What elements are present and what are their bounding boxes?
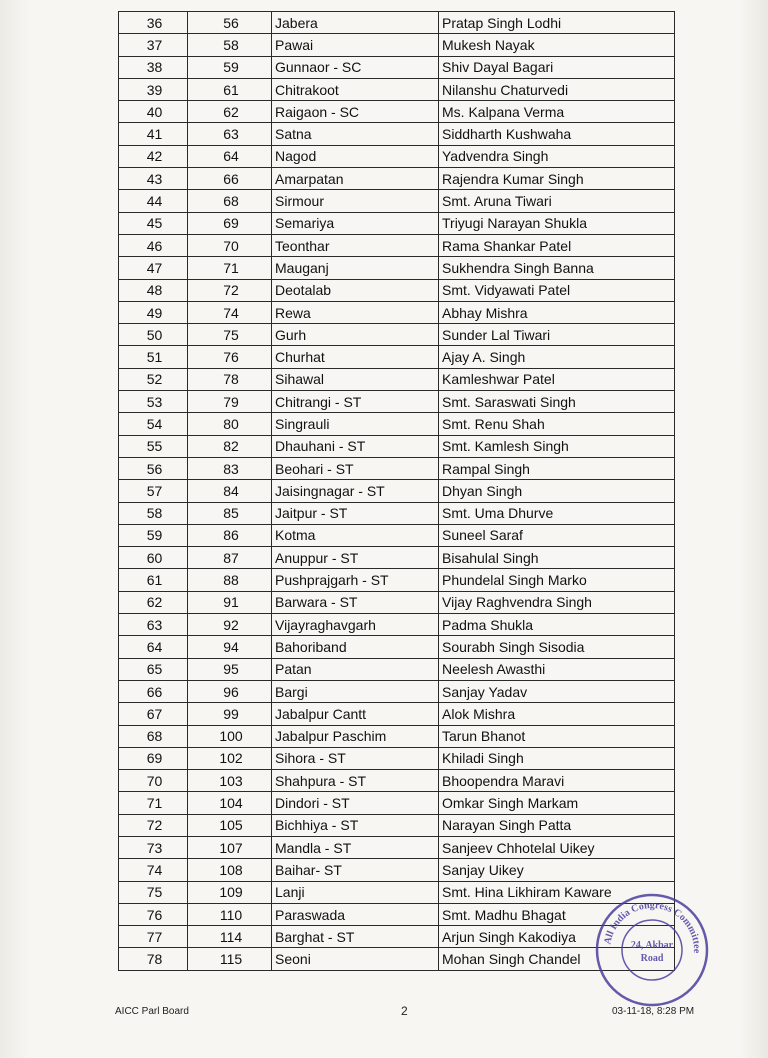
serial-number-cell: 76 — [119, 903, 188, 925]
candidate-cell: Smt. Kamlesh Singh — [439, 435, 675, 457]
serial-number-cell: 49 — [119, 301, 188, 323]
serial-number-cell: 51 — [119, 346, 188, 368]
serial-number-cell: 73 — [119, 836, 188, 858]
serial-number-cell: 36 — [119, 12, 188, 34]
constituency-cell: Dhauhani - ST — [272, 435, 439, 457]
candidate-cell: Smt. Hina Likhiram Kaware — [439, 881, 675, 903]
constituency-cell: Beohari - ST — [272, 457, 439, 479]
constituency-cell: Bargi — [272, 680, 439, 702]
constituency-cell: Kotma — [272, 524, 439, 546]
serial-number-cell: 60 — [119, 547, 188, 569]
candidate-cell: Alok Mishra — [439, 703, 675, 725]
table-row — [119, 279, 675, 301]
ac-number-cell: 110 — [188, 903, 272, 925]
serial-number-cell: 43 — [119, 168, 188, 190]
table-row — [119, 368, 675, 390]
candidate-cell: Neelesh Awasthi — [439, 658, 675, 680]
candidate-cell: Arjun Singh Kakodiya — [439, 926, 675, 948]
ac-number-cell: 99 — [188, 703, 272, 725]
ac-number-cell: 91 — [188, 591, 272, 613]
serial-number-cell: 77 — [119, 926, 188, 948]
ac-number-cell: 68 — [188, 190, 272, 212]
constituency-cell: Vijayraghavgarh — [272, 614, 439, 636]
ac-number-cell: 82 — [188, 435, 272, 457]
ac-number-cell: 69 — [188, 212, 272, 234]
candidate-cell: Yadvendra Singh — [439, 145, 675, 167]
candidate-cell: Sanjay Uikey — [439, 859, 675, 881]
ac-number-cell: 102 — [188, 747, 272, 769]
candidate-cell: Smt. Uma Dhurve — [439, 502, 675, 524]
ac-number-cell: 59 — [188, 56, 272, 78]
constituency-cell: Chitrakoot — [272, 78, 439, 100]
ac-number-cell: 63 — [188, 123, 272, 145]
candidate-cell: Smt. Renu Shah — [439, 413, 675, 435]
candidate-cell: Ajay A. Singh — [439, 346, 675, 368]
page-number: 2 — [401, 1004, 408, 1018]
serial-number-cell: 52 — [119, 368, 188, 390]
serial-number-cell: 55 — [119, 435, 188, 457]
table-row — [119, 56, 675, 78]
table-row — [119, 168, 675, 190]
candidate-cell: Omkar Singh Markam — [439, 792, 675, 814]
ac-number-cell: 108 — [188, 859, 272, 881]
ac-number-cell: 80 — [188, 413, 272, 435]
table-row — [119, 12, 675, 34]
constituency-cell: Amarpatan — [272, 168, 439, 190]
candidate-cell: Abhay Mishra — [439, 301, 675, 323]
table-row — [119, 435, 675, 457]
table-row — [119, 234, 675, 256]
table-row — [119, 123, 675, 145]
constituency-cell: Pawai — [272, 34, 439, 56]
constituency-cell: Mauganj — [272, 257, 439, 279]
table-row — [119, 457, 675, 479]
candidate-cell: Mohan Singh Chandel — [439, 948, 675, 970]
serial-number-cell: 47 — [119, 257, 188, 279]
serial-number-cell: 78 — [119, 948, 188, 970]
constituency-cell: Bichhiya - ST — [272, 814, 439, 836]
footer-org: AICC Parl Board — [115, 1006, 189, 1017]
constituency-cell: Teonthar — [272, 234, 439, 256]
table-row — [119, 145, 675, 167]
candidate-cell: Smt. Madhu Bhagat — [439, 903, 675, 925]
candidate-cell: Vijay Raghvendra Singh — [439, 591, 675, 613]
serial-number-cell: 54 — [119, 413, 188, 435]
candidate-cell: Rampal Singh — [439, 457, 675, 479]
serial-number-cell: 70 — [119, 770, 188, 792]
ac-number-cell: 94 — [188, 636, 272, 658]
constituency-cell: Paraswada — [272, 903, 439, 925]
serial-number-cell: 45 — [119, 212, 188, 234]
ac-number-cell: 103 — [188, 770, 272, 792]
constituency-cell: Rewa — [272, 301, 439, 323]
candidate-cell: Suneel Saraf — [439, 524, 675, 546]
constituency-cell: Barwara - ST — [272, 591, 439, 613]
constituency-cell: Anuppur - ST — [272, 547, 439, 569]
ac-number-cell: 104 — [188, 792, 272, 814]
table-row — [119, 680, 675, 702]
serial-number-cell: 37 — [119, 34, 188, 56]
table-row — [119, 257, 675, 279]
candidate-cell: Pratap Singh Lodhi — [439, 12, 675, 34]
table-row — [119, 346, 675, 368]
table-row — [119, 34, 675, 56]
candidate-cell: Nilanshu Chaturvedi — [439, 78, 675, 100]
constituency-cell: Deotalab — [272, 279, 439, 301]
table-row — [119, 78, 675, 100]
table-row — [119, 658, 675, 680]
serial-number-cell: 59 — [119, 524, 188, 546]
table-row — [119, 836, 675, 858]
candidate-cell: Triyugi Narayan Shukla — [439, 212, 675, 234]
ac-number-cell: 114 — [188, 926, 272, 948]
constituency-cell: Mandla - ST — [272, 836, 439, 858]
ac-number-cell: 96 — [188, 680, 272, 702]
constituency-cell: Pushprajgarh - ST — [272, 569, 439, 591]
table-row — [119, 747, 675, 769]
ac-number-cell: 58 — [188, 34, 272, 56]
constituency-cell: Chitrangi - ST — [272, 391, 439, 413]
candidate-cell: Smt. Saraswati Singh — [439, 391, 675, 413]
candidate-cell: Mukesh Nayak — [439, 34, 675, 56]
stamp-arc-text: All India Congress Committee — [602, 899, 703, 954]
candidate-table — [118, 11, 675, 971]
table-row — [119, 725, 675, 747]
ac-number-cell: 74 — [188, 301, 272, 323]
ac-number-cell: 88 — [188, 569, 272, 591]
candidate-cell: Padma Shukla — [439, 614, 675, 636]
constituency-cell: Lanji — [272, 881, 439, 903]
candidate-cell: Siddharth Kushwaha — [439, 123, 675, 145]
ac-number-cell: 86 — [188, 524, 272, 546]
constituency-cell: Jabera — [272, 12, 439, 34]
serial-number-cell: 44 — [119, 190, 188, 212]
candidate-cell: Narayan Singh Patta — [439, 814, 675, 836]
table-row — [119, 212, 675, 234]
serial-number-cell: 53 — [119, 391, 188, 413]
candidate-cell: Kamleshwar Patel — [439, 368, 675, 390]
table-row — [119, 391, 675, 413]
serial-number-cell: 74 — [119, 859, 188, 881]
stamp-center-line1: 24, Akbar — [630, 940, 674, 951]
constituency-cell: Gurh — [272, 324, 439, 346]
table-row — [119, 792, 675, 814]
serial-number-cell: 63 — [119, 614, 188, 636]
ac-number-cell: 78 — [188, 368, 272, 390]
serial-number-cell: 42 — [119, 145, 188, 167]
table-row — [119, 770, 675, 792]
table-row — [119, 480, 675, 502]
constituency-cell: Jabalpur Paschim — [272, 725, 439, 747]
candidate-table-body — [119, 12, 675, 971]
ac-number-cell: 70 — [188, 234, 272, 256]
serial-number-cell: 72 — [119, 814, 188, 836]
candidate-cell: Sanjeev Chhotelal Uikey — [439, 836, 675, 858]
table-row — [119, 859, 675, 881]
serial-number-cell: 68 — [119, 725, 188, 747]
candidate-cell: Bisahulal Singh — [439, 547, 675, 569]
serial-number-cell: 66 — [119, 680, 188, 702]
table-row — [119, 524, 675, 546]
constituency-cell: Barghat - ST — [272, 926, 439, 948]
ac-number-cell: 107 — [188, 836, 272, 858]
serial-number-cell: 64 — [119, 636, 188, 658]
serial-number-cell: 62 — [119, 591, 188, 613]
serial-number-cell: 67 — [119, 703, 188, 725]
candidate-cell: Smt. Aruna Tiwari — [439, 190, 675, 212]
footer-timestamp: 03-11-18, 8:28 PM — [612, 1006, 695, 1017]
candidate-cell: Smt. Vidyawati Patel — [439, 279, 675, 301]
constituency-cell: Sihora - ST — [272, 747, 439, 769]
ac-number-cell: 87 — [188, 547, 272, 569]
ac-number-cell: 62 — [188, 101, 272, 123]
ac-number-cell: 71 — [188, 257, 272, 279]
candidate-cell: Phundelal Singh Marko — [439, 569, 675, 591]
candidate-cell: Ms. Kalpana Verma — [439, 101, 675, 123]
constituency-cell: Seoni — [272, 948, 439, 970]
ac-number-cell: 85 — [188, 502, 272, 524]
ac-number-cell: 66 — [188, 168, 272, 190]
ac-number-cell: 75 — [188, 324, 272, 346]
serial-number-cell: 75 — [119, 881, 188, 903]
candidate-cell: Rama Shankar Patel — [439, 234, 675, 256]
candidate-cell: Rajendra Kumar Singh — [439, 168, 675, 190]
constituency-cell: Singrauli — [272, 413, 439, 435]
constituency-cell: Raigaon - SC — [272, 101, 439, 123]
table-row — [119, 324, 675, 346]
table-row — [119, 703, 675, 725]
serial-number-cell: 58 — [119, 502, 188, 524]
table-row — [119, 569, 675, 591]
serial-number-cell: 71 — [119, 792, 188, 814]
table-row — [119, 502, 675, 524]
candidate-cell: Sukhendra Singh Banna — [439, 257, 675, 279]
candidate-cell: Sanjay Yadav — [439, 680, 675, 702]
ac-number-cell: 76 — [188, 346, 272, 368]
candidate-cell: Sourabh Singh Sisodia — [439, 636, 675, 658]
table-row — [119, 636, 675, 658]
constituency-cell: Nagod — [272, 145, 439, 167]
constituency-cell: Sihawal — [272, 368, 439, 390]
serial-number-cell: 48 — [119, 279, 188, 301]
serial-number-cell: 46 — [119, 234, 188, 256]
serial-number-cell: 39 — [119, 78, 188, 100]
constituency-cell: Churhat — [272, 346, 439, 368]
ac-number-cell: 83 — [188, 457, 272, 479]
candidate-cell: Dhyan Singh — [439, 480, 675, 502]
constituency-cell: Jaisingnagar - ST — [272, 480, 439, 502]
candidate-cell: Sunder Lal Tiwari — [439, 324, 675, 346]
ac-number-cell: 64 — [188, 145, 272, 167]
office-stamp — [592, 890, 712, 1010]
table-row — [119, 614, 675, 636]
constituency-cell: Satna — [272, 123, 439, 145]
ac-number-cell: 109 — [188, 881, 272, 903]
table-row — [119, 101, 675, 123]
constituency-cell: Jabalpur Cantt — [272, 703, 439, 725]
constituency-cell: Semariya — [272, 212, 439, 234]
constituency-cell: Gunnaor - SC — [272, 56, 439, 78]
ac-number-cell: 79 — [188, 391, 272, 413]
ac-number-cell: 100 — [188, 725, 272, 747]
candidate-cell: Khiladi Singh — [439, 747, 675, 769]
candidate-cell: Tarun Bhanot — [439, 725, 675, 747]
serial-number-cell: 57 — [119, 480, 188, 502]
table-row — [119, 591, 675, 613]
ac-number-cell: 105 — [188, 814, 272, 836]
ac-number-cell: 115 — [188, 948, 272, 970]
candidate-cell: Bhoopendra Maravi — [439, 770, 675, 792]
candidate-cell: Shiv Dayal Bagari — [439, 56, 675, 78]
ac-number-cell: 95 — [188, 658, 272, 680]
table-row — [119, 413, 675, 435]
constituency-cell: Dindori - ST — [272, 792, 439, 814]
stamp-center-line2: Road — [640, 953, 664, 964]
serial-number-cell: 61 — [119, 569, 188, 591]
ac-number-cell: 92 — [188, 614, 272, 636]
constituency-cell: Bahoriband — [272, 636, 439, 658]
ac-number-cell: 72 — [188, 279, 272, 301]
table-row — [119, 814, 675, 836]
ac-number-cell: 61 — [188, 78, 272, 100]
constituency-cell: Baihar- ST — [272, 859, 439, 881]
serial-number-cell: 65 — [119, 658, 188, 680]
table-row — [119, 547, 675, 569]
serial-number-cell: 38 — [119, 56, 188, 78]
serial-number-cell: 40 — [119, 101, 188, 123]
table-row — [119, 301, 675, 323]
serial-number-cell: 69 — [119, 747, 188, 769]
serial-number-cell: 41 — [119, 123, 188, 145]
constituency-cell: Shahpura - ST — [272, 770, 439, 792]
serial-number-cell: 56 — [119, 457, 188, 479]
ac-number-cell: 56 — [188, 12, 272, 34]
serial-number-cell: 50 — [119, 324, 188, 346]
ac-number-cell: 84 — [188, 480, 272, 502]
constituency-cell: Sirmour — [272, 190, 439, 212]
constituency-cell: Patan — [272, 658, 439, 680]
table-row — [119, 190, 675, 212]
constituency-cell: Jaitpur - ST — [272, 502, 439, 524]
